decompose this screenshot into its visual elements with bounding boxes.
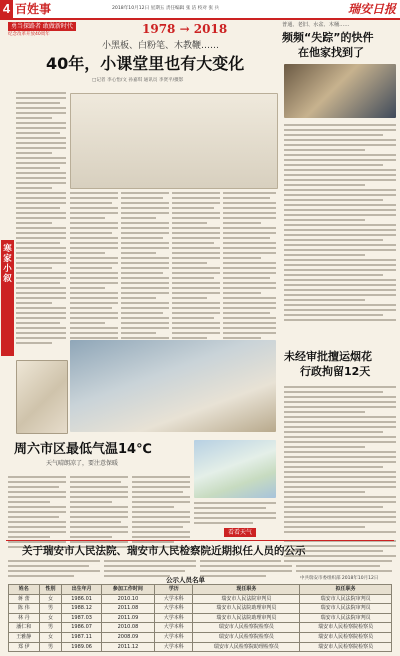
roster-table xyxy=(8,584,392,652)
feature-column-3 xyxy=(121,192,169,342)
table-cell: 大学本科 xyxy=(155,604,193,614)
table-cell: 林 丹 xyxy=(9,613,40,623)
table-cell: 瑞安市人民法院审判员 xyxy=(300,594,392,604)
table-cell: 1988.12 xyxy=(62,604,101,614)
table-cell: 瑞安市人民检察院检察员 xyxy=(300,642,392,652)
table-row xyxy=(9,613,392,623)
roster-column-header: 现任职务 xyxy=(193,585,300,595)
feature-kicker: 小黑板、白粉笔、木教鞭…… xyxy=(102,41,220,51)
table-cell: 1989.06 xyxy=(62,642,101,652)
roster-column-header: 性别 xyxy=(39,585,62,595)
roster-column-header: 姓名 xyxy=(9,585,40,595)
side-story-2-headline-2: 行政拘留12天 xyxy=(300,365,371,378)
table-cell: 女 xyxy=(39,632,62,642)
table-cell: 2010.08 xyxy=(101,623,154,633)
table-cell: 陈 伟 xyxy=(9,604,40,614)
table-cell: 瑞安市人民检察院检察员 xyxy=(193,632,300,642)
strip-char: 寒 xyxy=(3,244,12,254)
strip-char: 小 xyxy=(3,264,12,274)
roster-table-title: 公示人员名单 xyxy=(166,576,205,584)
newspaper-logo: 瑞安日报 xyxy=(347,2,396,16)
table-cell: 瑞安市人民检察院检察员 xyxy=(193,623,300,633)
side-story-header xyxy=(282,22,398,64)
table-cell: 郑 伊 xyxy=(9,642,40,652)
table-cell: 大学本科 xyxy=(155,613,193,623)
illustration-classroom-sketch xyxy=(70,93,278,189)
photo-old-classroom xyxy=(16,360,68,434)
table-cell: 女 xyxy=(39,613,62,623)
feature-badge: 勇当探路者 敢做新时代 xyxy=(8,22,76,31)
table-cell: 2008.09 xyxy=(101,632,154,642)
side-story-headline-2: 在他家找到了 xyxy=(298,46,364,59)
weather-column-4 xyxy=(194,502,276,527)
feature-headline: 40年，小课堂里也有大变化 xyxy=(46,54,245,73)
roster-header-row xyxy=(9,585,392,595)
table-row xyxy=(9,623,392,633)
table-cell: 瑞安市人民检察院助理检察员 xyxy=(193,642,300,652)
feature-header xyxy=(6,22,278,88)
weather-headline: 周六市区最低气温14℃ xyxy=(14,442,152,457)
section-title: 百姓事 xyxy=(15,2,52,16)
feature-column-1 xyxy=(16,92,66,347)
table-row xyxy=(9,604,392,614)
roster-column-header: 出生年月 xyxy=(62,585,101,595)
table-cell: 2011.12 xyxy=(101,642,154,652)
table-row xyxy=(9,632,392,642)
table-cell: 1986.01 xyxy=(62,594,101,604)
side-section-strip xyxy=(1,240,14,356)
table-cell: 大学本科 xyxy=(155,632,193,642)
photo-weather-map xyxy=(194,440,276,498)
announcement-title: 关于瑞安市人民法院、瑞安市人民检察院近期拟任人员的公示 xyxy=(22,545,306,557)
feature-byline: □记者 李心怡/文 孙嘉琪 通讯员 李贤平/摄影 xyxy=(92,78,184,83)
table-cell: 男 xyxy=(39,623,62,633)
roster-column-header: 拟任职务 xyxy=(300,585,392,595)
side-story-headline-1: 频频“失踪”的快件 xyxy=(282,31,374,44)
table-cell: 瑞安市人民法院审判员 xyxy=(193,594,300,604)
announcement-body-1 xyxy=(8,560,100,580)
table-cell: 王雅静 xyxy=(9,632,40,642)
announcement-body-3 xyxy=(200,560,292,580)
photo-modern-classroom xyxy=(70,340,276,432)
roster-column-header: 学历 xyxy=(155,585,193,595)
table-cell: 男 xyxy=(39,604,62,614)
side-story-kicker: 普通、老旧、水盆、木桶…… xyxy=(282,22,350,28)
table-cell: 瑞安市人民法院助理审判员 xyxy=(193,613,300,623)
feature-column-2 xyxy=(70,192,118,342)
roster-column-header: 参加工作时间 xyxy=(101,585,154,595)
table-cell: 大学本科 xyxy=(155,642,193,652)
weather-tag: 看看天气 xyxy=(224,528,256,537)
announcement-body-4 xyxy=(296,560,392,575)
side-story-2-header xyxy=(282,350,398,382)
side-story-body xyxy=(284,124,396,324)
table-cell: 瑞安市人民法院助理审判员 xyxy=(193,604,300,614)
feature-column-5 xyxy=(223,192,276,342)
table-cell: 2010.10 xyxy=(101,594,154,604)
table-cell: 1986.07 xyxy=(62,623,101,633)
table-cell: 潘仁和 xyxy=(9,623,40,633)
table-cell: 蒋 蕾 xyxy=(9,594,40,604)
strip-char: 叙 xyxy=(3,274,12,284)
table-cell: 瑞安市人民检察院检察员 xyxy=(300,623,392,633)
weather-subheadline: 天气晴朗凉了，要注意保暖 xyxy=(46,460,119,467)
table-row xyxy=(9,594,392,604)
table-cell: 瑞安市人民检察院检察员 xyxy=(300,632,392,642)
photo-parcels xyxy=(284,64,396,118)
table-cell: 2011.08 xyxy=(101,604,154,614)
table-cell: 男 xyxy=(39,642,62,652)
side-story-2-body xyxy=(284,386,396,536)
table-cell: 大学本科 xyxy=(155,594,193,604)
side-story-2-headline-1: 未经审批擅运烟花 xyxy=(284,350,372,363)
table-cell: 大学本科 xyxy=(155,623,193,633)
table-cell: 瑞安市人民法院审判员 xyxy=(300,604,392,614)
table-cell: 1987.11 xyxy=(62,632,101,642)
table-cell: 女 xyxy=(39,594,62,604)
table-cell: 1987.03 xyxy=(62,613,101,623)
feature-column-4 xyxy=(172,192,220,342)
announcement-footer: 中共瑞安市委组织部 2018年10月12日 xyxy=(300,576,379,581)
feature-years: 1978 → 2018 xyxy=(142,22,228,36)
page-number: 4 xyxy=(0,0,13,18)
masthead xyxy=(0,0,400,20)
feature-badge-sub: 纪念改革开放40周年 xyxy=(8,32,50,37)
issue-meta: 2018年10月12日 星期五 责任编辑 张 洁 校对 张 兵 xyxy=(112,6,220,11)
table-cell: 2011.09 xyxy=(101,613,154,623)
table-row xyxy=(9,642,392,652)
table-cell: 瑞安市人民法院审判员 xyxy=(300,613,392,623)
strip-char: 家 xyxy=(3,254,12,264)
